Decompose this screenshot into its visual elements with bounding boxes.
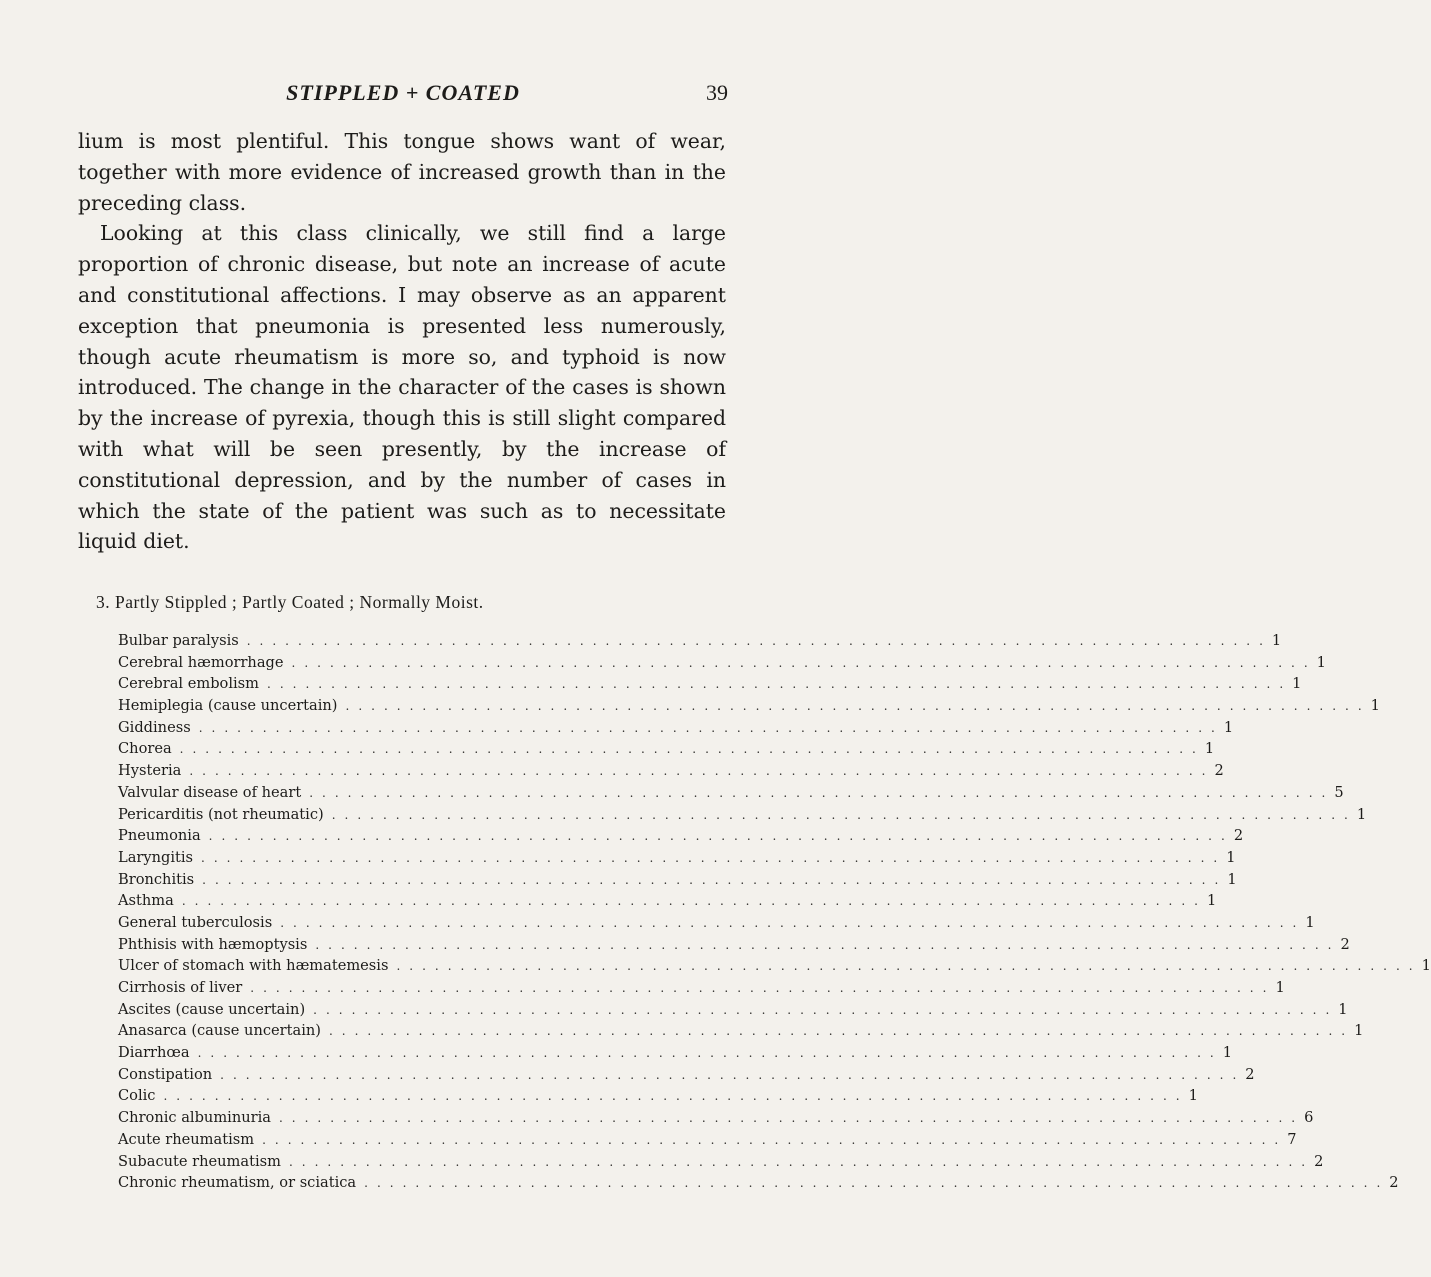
row-label: Hemiplegia (cause uncertain) bbox=[118, 697, 338, 715]
row-count: 1 bbox=[1275, 979, 1285, 996]
table-row bbox=[118, 999, 1348, 1021]
row-label: Bronchitis bbox=[118, 870, 195, 888]
table-row bbox=[118, 1129, 1297, 1151]
dot-leader: ................................................................................ bbox=[202, 872, 1228, 887]
table-row bbox=[118, 695, 1380, 717]
row-label: Pericarditis (not rheumatic) bbox=[118, 805, 324, 823]
row-count: 1 bbox=[1226, 848, 1236, 866]
table-row bbox=[118, 1085, 1198, 1107]
dot-leader: ................................................................................ bbox=[280, 915, 1306, 930]
row-count: 1 bbox=[1204, 740, 1215, 758]
table-row bbox=[118, 652, 1326, 674]
dot-leader: ................................................................................ bbox=[163, 1089, 1189, 1104]
dot-leader: ................................................................................ bbox=[197, 1046, 1223, 1061]
table-row bbox=[118, 825, 1244, 847]
page-header bbox=[78, 80, 728, 110]
row-count: 1 bbox=[1292, 675, 1302, 693]
dot-leader: ................................................................................ bbox=[189, 764, 1215, 779]
table-row bbox=[118, 912, 1315, 934]
dot-leader: ................................................................................ bbox=[345, 699, 1371, 714]
dot-leader: ................................................................................ bbox=[246, 634, 1272, 648]
row-count: 2 bbox=[1245, 1065, 1255, 1083]
row-count: 1 bbox=[1223, 718, 1234, 736]
row-label: Acute rheumatism bbox=[118, 1130, 255, 1148]
row-label: Pneumonia bbox=[118, 827, 201, 845]
row-label: Anasarca (cause uncertain) bbox=[118, 1022, 321, 1040]
dot-leader: ................................................................................ bbox=[250, 981, 1276, 995]
row-label: Diarrhœa bbox=[118, 1044, 190, 1062]
running-head: STIPPLED + COATED bbox=[286, 80, 520, 105]
table-row bbox=[118, 717, 1234, 739]
table-row bbox=[118, 738, 1215, 760]
row-label: Constipation bbox=[118, 1065, 213, 1083]
row-label: Cirrhosis of liver bbox=[118, 979, 243, 996]
dot-leader: ................................................................................ bbox=[220, 1067, 1246, 1082]
row-label: Subacute rheumatism bbox=[118, 1152, 281, 1170]
dot-leader: ................................................................................ bbox=[278, 1111, 1305, 1126]
dot-leader: ................................................................................ bbox=[291, 655, 1317, 670]
dot-leader: ................................................................................ bbox=[181, 894, 1207, 909]
row-count: 1 bbox=[1271, 632, 1282, 649]
dot-leader: ................................................................................ bbox=[328, 1024, 1355, 1039]
table-row bbox=[118, 1172, 1399, 1194]
case-table bbox=[118, 630, 1431, 1194]
dot-leader: ................................................................................ bbox=[364, 1176, 1390, 1191]
row-label: General tuberculosis bbox=[118, 913, 273, 931]
table-row bbox=[118, 804, 1367, 826]
paragraph: lium is most plentiful. This tongue shows want of wear, together with more evidence of increased growth than in the preceding class. bbox=[78, 129, 726, 215]
row-count: 1 bbox=[1421, 957, 1431, 975]
row-label: Chorea bbox=[118, 740, 172, 758]
dot-leader: ................................................................................ bbox=[198, 720, 1224, 735]
row-count: 1 bbox=[1227, 870, 1237, 888]
dot-leader: ................................................................................ bbox=[262, 1132, 1288, 1147]
row-count: 1 bbox=[1356, 805, 1367, 823]
row-count: 1 bbox=[1370, 697, 1380, 715]
row-count: 2 bbox=[1389, 1174, 1399, 1192]
dot-leader: ................................................................................ bbox=[208, 829, 1234, 844]
row-label: Phthisis with hæmoptysis bbox=[118, 935, 308, 953]
table-row bbox=[118, 630, 1282, 652]
table-row bbox=[118, 955, 1431, 977]
table-row bbox=[118, 1042, 1233, 1064]
dot-leader: ................................................................................ bbox=[179, 742, 1205, 757]
table-row bbox=[118, 1107, 1314, 1129]
dot-leader: ................................................................................ bbox=[288, 1154, 1315, 1169]
row-label: Chronic rheumatism, or sciatica bbox=[118, 1174, 357, 1192]
row-count: 1 bbox=[1207, 892, 1217, 910]
row-count: 1 bbox=[1188, 1087, 1198, 1105]
dot-leader: ................................................................................ bbox=[201, 850, 1227, 865]
row-count: 1 bbox=[1222, 1044, 1233, 1062]
row-label: Ascites (cause uncertain) bbox=[118, 1000, 306, 1018]
table-row bbox=[118, 977, 1285, 999]
dot-leader: ................................................................................ bbox=[309, 785, 1335, 800]
table-row bbox=[118, 760, 1224, 782]
row-count: 5 bbox=[1334, 783, 1344, 801]
row-label: Laryngitis bbox=[118, 848, 194, 866]
table-row bbox=[118, 890, 1217, 912]
row-count: 2 bbox=[1340, 935, 1350, 953]
row-label: Asthma bbox=[118, 892, 174, 910]
row-count: 2 bbox=[1233, 827, 1244, 845]
table-row bbox=[118, 869, 1237, 891]
table-row bbox=[118, 1151, 1324, 1173]
paragraph: Looking at this class clinically, we still find a large proportion of chronic disease, but note an increase of acute and constitutional affections. I may observe as an apparent exception that pneumonia is presented less numerously, though acute rheumatism is more so, and typhoid is now introduced. The change in the character of the cases is shown by the increase of pyrexia, though this is still slight compared with what will be seen presently, by the increase of constitutional depression, and by the number of cases in which the state of the patient was such as to necessitate liquid diet. bbox=[78, 221, 726, 554]
table-row bbox=[118, 1020, 1364, 1042]
table-row bbox=[118, 934, 1350, 956]
table-row bbox=[118, 847, 1236, 869]
table-title: 3. Partly Stippled ; Partly Coated ; Normally Moist. bbox=[96, 592, 484, 612]
row-count: 1 bbox=[1338, 1000, 1348, 1018]
table-row bbox=[118, 673, 1302, 695]
row-count: 2 bbox=[1314, 1152, 1324, 1170]
row-label: Chronic albuminuria bbox=[118, 1109, 271, 1127]
row-count: 1 bbox=[1354, 1022, 1364, 1040]
row-label: Hysteria bbox=[118, 762, 182, 780]
row-label: Cerebral embolism bbox=[118, 675, 260, 693]
row-count: 7 bbox=[1287, 1130, 1297, 1148]
row-count: 6 bbox=[1304, 1109, 1314, 1127]
row-label: Giddiness bbox=[118, 718, 191, 736]
table-row bbox=[118, 782, 1344, 804]
table-row bbox=[118, 1064, 1255, 1086]
page-number: 39 bbox=[706, 80, 728, 105]
dot-leader: ................................................................................ bbox=[313, 1002, 1339, 1017]
dot-leader: ................................................................................ bbox=[267, 677, 1293, 692]
row-label: Bulbar paralysis bbox=[118, 632, 239, 649]
row-label: Colic bbox=[118, 1087, 156, 1105]
row-count: 1 bbox=[1305, 913, 1315, 931]
row-count: 1 bbox=[1316, 653, 1326, 671]
row-label: Cerebral hæmorrhage bbox=[118, 653, 284, 671]
dot-leader: ................................................................................ bbox=[396, 959, 1422, 974]
dot-leader: ................................................................................ bbox=[315, 937, 1341, 952]
row-label: Valvular disease of heart bbox=[118, 783, 302, 801]
body-text bbox=[78, 126, 726, 557]
dot-leader: ................................................................................ bbox=[331, 807, 1357, 822]
row-label: Ulcer of stomach with hæmatemesis bbox=[118, 957, 389, 975]
row-count: 2 bbox=[1214, 762, 1224, 780]
